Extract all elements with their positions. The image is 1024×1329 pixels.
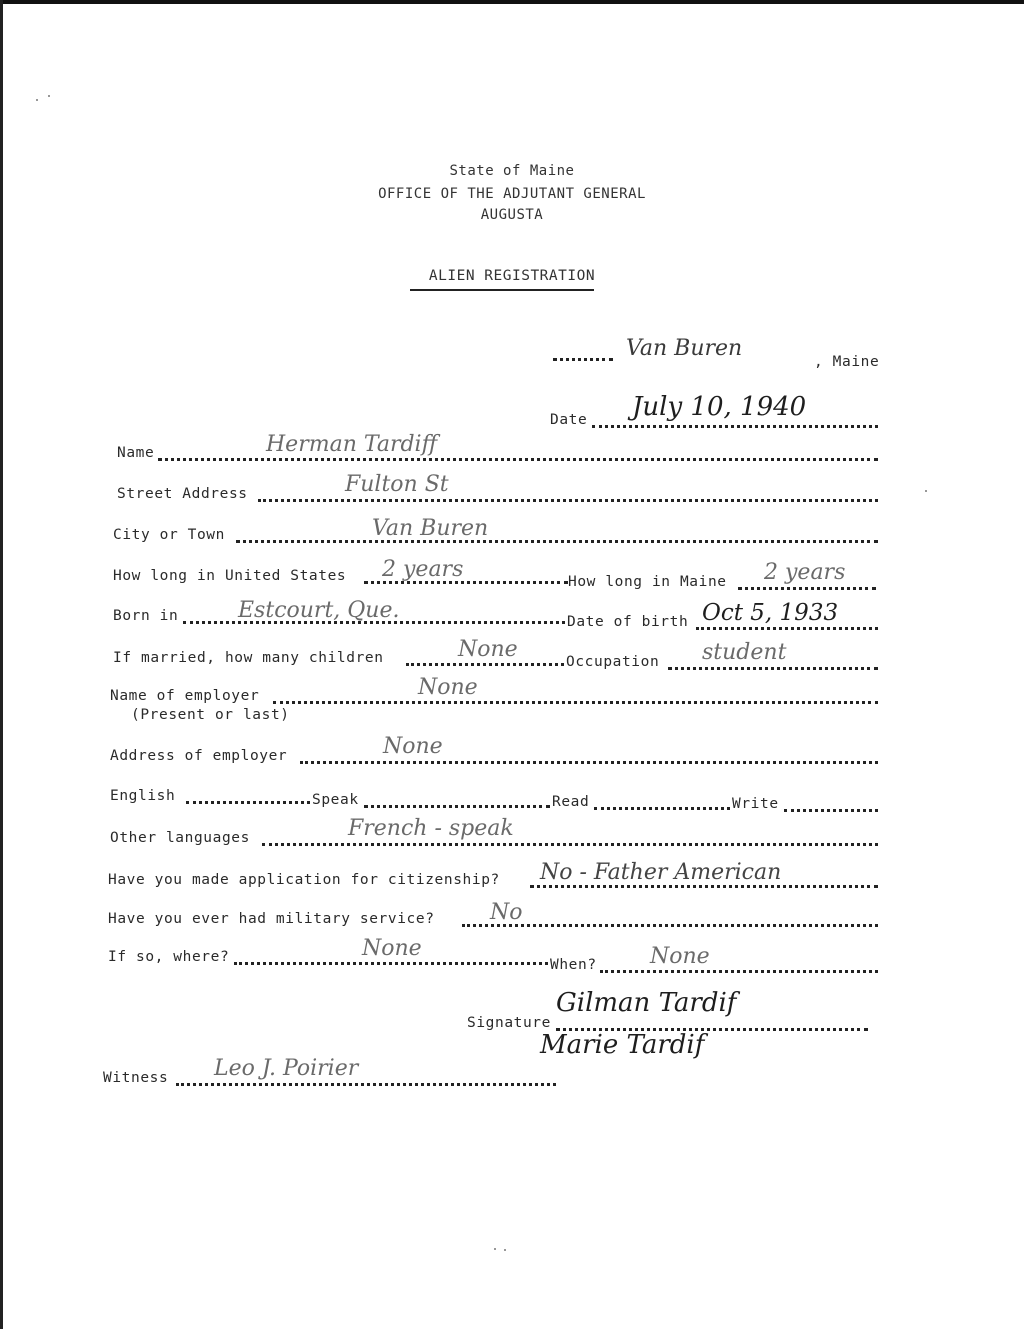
name-value: Herman Tardiff [266, 432, 438, 457]
citizenship-label: Have you made application for citizenship? [108, 872, 500, 888]
when-label: When? [550, 957, 597, 973]
name-dots [158, 458, 878, 461]
signature-label: Signature [467, 1015, 551, 1031]
employer-address-dots [300, 761, 878, 764]
scan-speck [504, 1249, 506, 1251]
name-label: Name [117, 445, 155, 461]
header-state: State of Maine [449, 163, 575, 179]
other-languages-dots [262, 843, 878, 846]
military-label: Have you ever had military service? [108, 911, 435, 927]
speak-label: Speak [312, 792, 359, 808]
born-label: Born in [113, 608, 179, 624]
citizenship-value: No - Father American [540, 860, 782, 885]
witness-dots [176, 1083, 556, 1086]
children-label: If married, how many children [113, 650, 384, 666]
street-label: Street Address [117, 486, 248, 502]
employer-address-label: Address of employer [110, 748, 288, 764]
employer-value: None [418, 675, 478, 700]
title-underline [410, 289, 594, 291]
us-duration-label: How long in United States [113, 568, 347, 584]
children-dots [406, 663, 564, 666]
when-dots [600, 970, 878, 973]
english-label: English [110, 788, 176, 804]
occupation-label: Occupation [566, 654, 660, 670]
maine-duration-dots [738, 587, 876, 590]
header-office: OFFICE OF THE ADJUTANT GENERAL [378, 186, 646, 202]
dob-value: Oct 5, 1933 [702, 600, 839, 626]
born-value: Estcourt, Que. [238, 598, 400, 623]
other-languages-label: Other languages [110, 830, 250, 846]
dob-dots [696, 627, 878, 630]
citizenship-dots [530, 885, 878, 888]
employer-dots [273, 701, 878, 704]
date-dots [592, 425, 878, 428]
read-dots [594, 807, 730, 810]
witness-label: Witness [103, 1070, 169, 1086]
other-languages-value: French - speak [348, 816, 514, 841]
signature-value-2: Marie Tardif [540, 1030, 705, 1060]
scan-speck [48, 95, 50, 97]
when-value: None [650, 944, 710, 969]
form-title: ALIEN REGISTRATION [428, 268, 596, 284]
signature-value-1: Gilman Tardif [556, 988, 737, 1018]
children-value: None [458, 637, 518, 662]
place-handwritten: Van Buren [626, 336, 743, 361]
scan-speck [494, 1248, 496, 1250]
city-dots [236, 540, 878, 543]
read-label: Read [552, 794, 590, 810]
employer-label: Name of employer [110, 688, 260, 704]
street-dots [258, 499, 878, 502]
occupation-value: student [702, 640, 787, 665]
header-city: AUGUSTA [480, 207, 544, 223]
scan-speck [36, 99, 38, 101]
english-dots [186, 801, 310, 804]
where-label: If so, where? [108, 949, 230, 965]
place-suffix: , Maine [814, 354, 880, 370]
where-value: None [362, 936, 422, 961]
witness-value: Leo J. Poirier [214, 1056, 359, 1081]
dob-label: Date of birth [567, 614, 689, 630]
street-value: Fulton St [345, 472, 449, 497]
employer-address-value: None [383, 734, 443, 759]
scan-speck [925, 490, 927, 492]
write-dots [784, 809, 878, 812]
date-value: July 10, 1940 [632, 392, 807, 422]
maine-duration-label: How long in Maine [568, 574, 727, 590]
speak-dots [364, 805, 550, 808]
us-duration-value: 2 years [382, 557, 464, 582]
city-label: City or Town [113, 527, 225, 543]
city-value: Van Buren [372, 516, 489, 541]
scan-border-top [0, 0, 1024, 4]
date-label: Date [550, 412, 588, 428]
maine-duration-value: 2 years [764, 560, 846, 585]
where-dots [234, 962, 548, 965]
military-value: No [490, 900, 523, 925]
occupation-dots [668, 667, 878, 670]
write-label: Write [732, 796, 779, 812]
employer-sublabel: (Present or last) [131, 707, 290, 723]
military-dots [462, 924, 878, 927]
place-dots [553, 358, 613, 361]
